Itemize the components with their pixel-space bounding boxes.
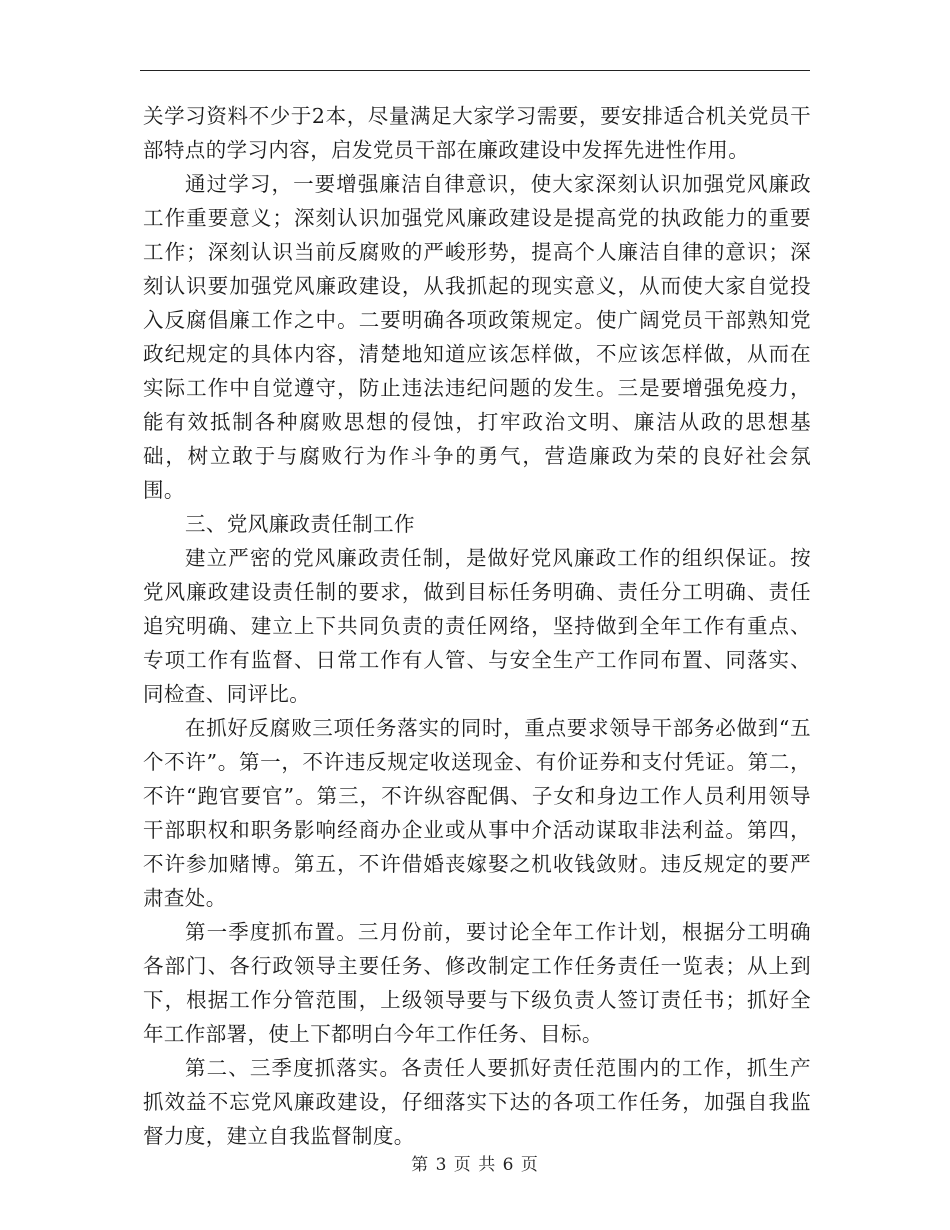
page-number-footer: 第 3 页 共 6 页 bbox=[411, 1155, 539, 1175]
paragraph-2: 通过学习，一要增强廉洁自律意识，使大家深刻认识加强党风廉政工作重要意义；深刻认识加强党风廉政建设是提高党的执政能力的重要工作；深刻认识当前反腐败的严峻形势，提高个人廉洁自律的意识；深刻认识要加强党风廉政建设，从我抓起的现实意义，从而使大家自觉投入反腐倡廉工作之中。二要明确各项政策规定。使广阔党员干部熟知党政纪规定的具体内容，清楚地知道应该怎样做，不应该怎样做，从而在实际工作中自觉遵守，防止违法违纪问题的发生。三是要增强免疫力，能有效抵制各种腐败思想的侵蚀，打牢政治文明、廉洁从政的思想基础，树立敢于与腐败行为作斗争的勇气，营造廉政为荣的良好社会氛围。 bbox=[143, 172, 811, 502]
paragraph-7: 第二、三季度抓落实。各责任人要抓好责任范围内的工作，抓生产抓效益不忘党风廉政建设，仔细落实下达的各项工作任务，加强自我监督力度，建立自我监督制度。 bbox=[143, 1056, 811, 1148]
paragraph-4: 建立严密的党风廉政责任制，是做好党风廉政工作的组织保证。按党风廉政建设责任制的要求，做到目标任务明确、责任分工明确、责任追究明确、建立上下共同负责的责任网络，坚持做到全年工作有重点、专项工作有监督、日常工作有人管、与安全生产工作同布置、同落实、同检查、同评比。 bbox=[143, 546, 811, 706]
paragraph-6: 第一季度抓布置。三月份前，要讨论全年工作计划，根据分工明确各部门、各行政领导主要任务、修改制定工作任务责任一览表；从上到下，根据工作分管范围，上级领导要与下级负责人签订责任书；抓好全年工作部署，使上下都明白今年工作任务、目标。 bbox=[143, 920, 811, 1046]
header-rule bbox=[140, 70, 810, 71]
document-body bbox=[143, 99, 811, 1153]
paragraph-5: 在抓好反腐败三项任务落实的同时，重点要求领导干部务必做到“五个不许”。第一，不许违反规定收送现金、有价证券和支付凭证。第二，不许“跑官要官”。第三，不许纵容配偶、子女和身边工作人员利用领导干部职权和职务影响经商办企业或从事中介活动谋取非法利益。第四，不许参加赌博。第五，不许借婚丧嫁娶之机收钱敛财。违反规定的要严肃查处。 bbox=[143, 716, 811, 910]
section-heading: 三、党风廉政责任制工作 bbox=[185, 512, 415, 536]
paragraph-1: 关学习资料不少于2本，尽量满足大家学习需要，要安排适合机关党员干部特点的学习内容，启发党员干部在廉政建设中发挥先进性作用。 bbox=[143, 104, 811, 162]
